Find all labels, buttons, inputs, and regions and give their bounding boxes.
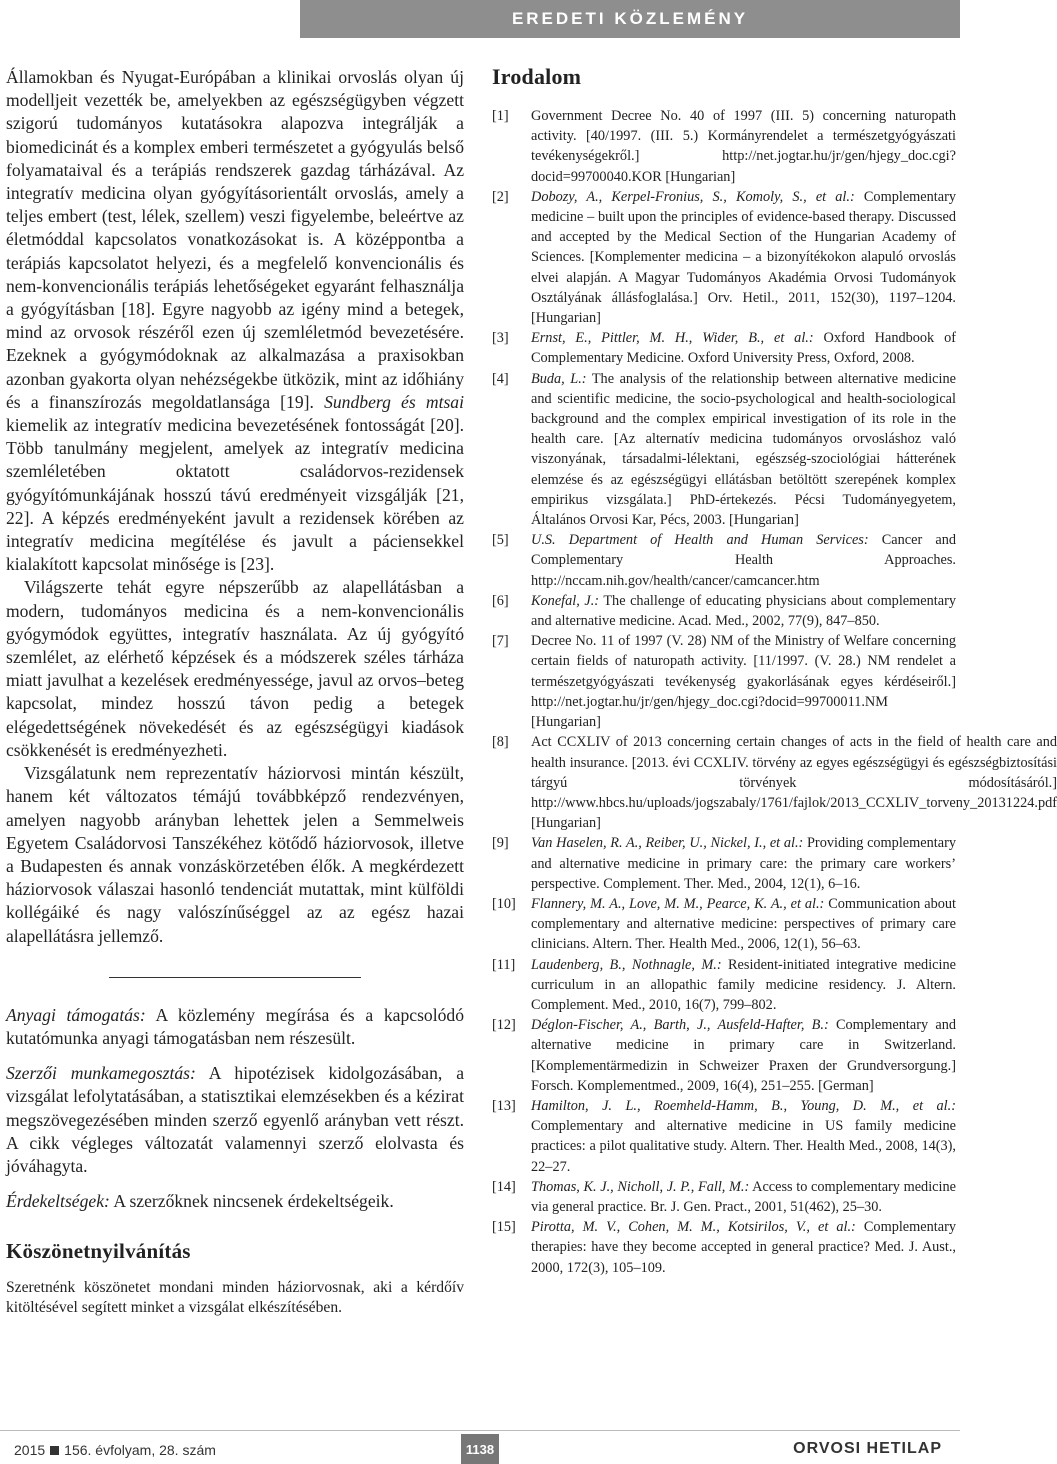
reference-item xyxy=(492,894,956,955)
reference-number: [7] xyxy=(492,633,509,650)
reference-authors: Buda, L.: xyxy=(531,370,587,387)
reference-text xyxy=(531,955,956,1016)
reference-number: [1] xyxy=(492,108,509,124)
reference-text xyxy=(531,894,956,955)
interest-note: Érdekeltségek: A szerzőknek nincsenek érdekeltségeik. xyxy=(6,1191,394,1212)
acknowledgement-title: Köszönetnyilvánítás xyxy=(6,1239,191,1264)
left-column xyxy=(6,66,464,1319)
reference-text xyxy=(531,1177,956,1217)
reference-details: Government Decree No. 40 of 1997 (III. 5) concerning naturopath activity. [40/1997. (III. 5.) Kormányrendelet a természetgyógyászati tevékenységekről.] http://net.jogtar.hu/jr/gen/hjegy_doc.cgi?docid=99700040.KOR [Hungarian] xyxy=(531,108,956,185)
reference-details: Communication about complementary and alternative medicine: perspectives of primary care clinicians. Altern. Ther. Health Med., 2006, 12(1), 56–63. xyxy=(531,895,956,953)
reference-item xyxy=(492,955,956,1016)
reference-authors: U.S. Department of Health and Human Services: xyxy=(531,532,869,549)
reference-text xyxy=(531,187,956,328)
reference-details: Decree No. 11 of 1997 (V. 28) NM of the Ministry of Welfare concerning certain fields of naturopath activity. [11/1997. (V. 28.) NM rendelet a természetgyógyászati tevékenység gyakorlásának egyes kérdéseiről.] http://net.jogtar.hu/jr/gen/hjegy_doc.cgi?docid=99700011.NM [Hungarian] xyxy=(531,633,956,731)
reference-item xyxy=(492,631,956,732)
reference-authors: Thomas, K. J., Nicholl, J. P., Fall, M.: xyxy=(531,1178,750,1195)
reference-number: [8] xyxy=(492,734,509,751)
reference-details: Providing complementary and alternative medicine in primary care: the primary care workers’ perspective. Complement. Ther. Med., 2004, 12(1), 6–16. xyxy=(531,835,956,892)
reference-details: Resident-initiated integrative medicine curriculum in an allopathic family medicine residency. J. Altern. Complement. Med., 2010, 16(7), 799–802. xyxy=(531,956,956,1013)
reference-number: [6] xyxy=(492,592,509,609)
reference-item xyxy=(492,106,956,187)
reference-authors: Laudenberg, B., Nothnagle, M.: xyxy=(531,956,722,973)
reference-number: [5] xyxy=(492,532,509,549)
reference-authors: Ernst, E., Pittler, M. H., Wider, B., et al.: xyxy=(531,330,814,347)
reference-text xyxy=(531,1217,956,1278)
references-column xyxy=(492,64,1057,1278)
square-bullet-icon xyxy=(50,1446,59,1455)
reference-item xyxy=(492,328,956,368)
reference-item xyxy=(492,1217,956,1278)
reference-item xyxy=(492,187,956,328)
reference-details: Access to complementary medicine via general practice. Br. J. Gen. Pract., 2001, 51(462), 25–30. xyxy=(531,1178,956,1215)
reference-number: [11] xyxy=(492,956,516,973)
section-header-band xyxy=(300,0,960,38)
reference-details: Complementary and alternative medicine in primary care in Switzerland. [Komplementärmedizin in Schweizer Praxen der Grundversorgung.] Forsch. Komplementmed., 2009, 16(4), 251–255. [German] xyxy=(531,1017,956,1094)
reference-number: [4] xyxy=(492,370,509,387)
reference-authors: Dobozy, A., Kerpel-Fronius, S., Komoly, S., et al.: xyxy=(531,188,855,205)
reference-details: Act CCXLIV of 2013 concerning certain changes of acts in the field of health care and health insurance. [2013. évi CCXLIV. törvény az egyes egészségügyi és egészségbiztosítási tárgyú törvények módosításáról.] http://www.hbcs.hu/uploads/jogszabaly/1761/fajlok/2013_CCXLIV_torveny_20131224.pdf [Hungarian] xyxy=(531,734,1057,832)
reference-text xyxy=(531,732,1057,833)
reference-details: Complementary therapies: have they become accepted in general practice? Med. J. Aust., 2000, 172(3), 105–109. xyxy=(531,1219,956,1276)
reference-authors: Hamilton, J. L., Roemheld-Hamm, B., Young, D. M., et al.: xyxy=(531,1097,956,1114)
reference-text xyxy=(531,106,956,187)
reference-item xyxy=(492,833,956,894)
reference-item xyxy=(492,530,956,591)
page-footer xyxy=(0,1422,960,1464)
body-paragraph-2: Világszerte tehát egyre népszerűbb az alapellátásban a modern, tudományos medicina és a nem-konvencionális gyógymódok együttes, integratív használata. Az új gyógyító szemlélet, az elérhető képzések és a módszerek széles tárháza miatt javulhat a kezelések eredményessége, javul az orvos–beteg kapcsolat, mindez hosszú távon pedig a betegek elégedettségének növekedését és az egészségügyi kiadások csökkenését is eredményezheti. xyxy=(6,577,464,760)
funding-note: Anyagi támogatás: A közlemény megírása és a kapcsolódó kutatómunka anyagi támogatásban nem részesült. xyxy=(6,1004,464,1048)
journal-name: ORVOSI HETILAP xyxy=(793,1440,942,1457)
body-paragraph-3: Vizsgálatunk nem reprezentatív háziorvosi mintán készült, hanem két változatos témájú továbbképző rendezvényen, amelyen nagyobb arányban lehettek jelen a Semmelweis Egyetem Családorvosi Tanszékéhez kötődő háziorvosok, illetve a Budapesten és annak vonzáskörzetében élők. A megkérdezett háziorvosok válaszai hasonló tendenciát mutattak, mint külföldi kollégáiké és nagy valószínűséggel az az egész hazai alapellátásra jellemző. xyxy=(6,763,464,946)
reference-number: [12] xyxy=(492,1017,516,1034)
section-label: EREDETI KÖZLEMÉNY xyxy=(511,9,749,28)
reference-details: Complementary medicine – built upon the principles of evidence-based therapy. Discussed and accepted by the Medical Section of the Hungarian Academy of Sciences. [Komplementer medicina – a bizonyítékokon alapuló orvoslás elvei alapján. A Magyar Tudományos Akadémia Orvosi Tudományok Osztályának állásfoglalása.] Orv. Hetil., 2011, 152(30), 1197–1204. [Hungarian] xyxy=(531,188,957,327)
reference-number: [3] xyxy=(492,330,509,347)
reference-number: [14] xyxy=(492,1178,516,1195)
reference-text xyxy=(531,1096,956,1177)
references-title: Irodalom xyxy=(492,64,582,89)
reference-number: [2] xyxy=(492,188,509,205)
reference-item xyxy=(492,591,956,631)
reference-item xyxy=(492,369,956,531)
reference-authors: Flannery, M. A., Love, M. M., Pearce, K. A., et al.: xyxy=(531,895,825,912)
year: 2015 xyxy=(14,1442,46,1458)
reference-text xyxy=(531,631,956,732)
page-number: 1138 xyxy=(461,1434,499,1464)
reference-authors: Pirotta, M. V., Cohen, M. M., Kotsirilos, V., et al.: xyxy=(531,1219,856,1236)
reference-text xyxy=(531,530,956,591)
reference-text xyxy=(531,369,956,531)
reference-authors: Déglon-Fischer, A., Barth, J., Ausfeld-Hafter, B.: xyxy=(531,1017,829,1034)
reference-item xyxy=(492,732,1057,833)
cited-author: Sundberg és mtsai xyxy=(324,391,464,412)
authorship-note: Szerzői munkamegosztás: A hipotézisek kidolgozásában, a vizsgálat lefolytatásában, a statisztikai elemzésekben és a kézirat megszövegezésében minden szerző egyenlő arányban vett részt. A cikk végleges változatát valamennyi szerző elolvasta és jóváhagyta. xyxy=(6,1063,464,1176)
section-divider xyxy=(109,977,361,978)
footer-rule xyxy=(0,1430,960,1431)
body-paragraph-1: Államokban és Nyugat-Európában a klinikai orvoslás olyan új modelljeit vezették be, amelyekben az egészségügyben végzett szigorú tudományos kutatásokra alapozva integrálják a biomedicinát és a komplex emberi természetet a gyógyulás belső folyamataival és a terápiás rendszerek gazdag tárházával. Az integratív medicina olyan gyógyításorientált orvoslás, amely a teljes embert (test, lélek, szellem) veszi figyelembe, beleértve az életmóddal kapcsolatos vonatkozásokat is. A középpontba a terápiás kapcsolatot helyezi, és a megfelelő konvencionális és nem-konvencionális terápiás lehetőségeket egyaránt felhasználja a gyógyításban [18]. Egyre nagyobb az igény mind a betegek, mind az orvosok részéről ezen új szemléletmód bevezetésére. Ezeknek a gyógymódoknak az alkalmazása a praxisokban azonban gyakorta olyan nehézségekbe ütközik, mint az időhiány és a finanszírozás megoldatlansága [19]. Sundberg és mtsai kiemelik az integratív medicina bevezetésének fontosságát [20]. Több tanulmány megjelent, amelyek az integratív medicina szemléletében oktatott családorvos-rezidensek gyógyítómunkájának hosszú távú eredményeit vizsgálják [21, 22]. A képzés eredményeként javult a rezidensek körében az integratív medicina megítélése és javult a páciensekkel kialakított kapcsolat minősége is [23]. xyxy=(6,67,464,575)
reference-text xyxy=(531,328,956,368)
reference-number: [10] xyxy=(492,895,516,912)
reference-text xyxy=(531,591,956,631)
reference-details: The analysis of the relationship between alternative medicine and scientific medicine, the socio-psychological and health-sociological background and the complex empirical investigation of its role in the health care. [Az alternatív medicina tudományos orvosláshoz való viszonyának, társadalmi-lélektani, egészség-szociológiai hátterének elemzése és az egészségügyi ellátásban betöltött szerepének komplex empirikus vizsgálata.] PhD-értekezés. Pécsi Tudományegyetem, Általános Orvosi Kar, Pécs, 2003. [Hungarian] xyxy=(531,370,956,529)
reference-number: [9] xyxy=(492,835,509,852)
reference-details: Oxford Handbook of Complementary Medicine. Oxford University Press, Oxford, 2008. xyxy=(531,330,956,367)
issue-info xyxy=(14,1442,216,1458)
reference-item xyxy=(492,1177,956,1217)
reference-text xyxy=(531,833,956,894)
reference-authors: Van Haselen, R. A., Reiber, U., Nickel, I., et al.: xyxy=(531,835,804,852)
reference-details: Complementary and alternative medicine in US family medicine practices: a pilot qualitative study. Altern. Ther. Health Med., 2008, 14(3), 22–27. xyxy=(531,1118,956,1175)
reference-number: [13] xyxy=(492,1097,516,1114)
reference-list xyxy=(492,106,1057,1278)
reference-item xyxy=(492,1015,956,1096)
reference-details: Cancer and Complementary Health Approaches. http://nccam.nih.gov/health/cancer/camcancer.htm xyxy=(531,532,956,589)
volume-issue: 156. évfolyam, 28. szám xyxy=(64,1442,216,1458)
acknowledgement-text: Szeretnénk köszönetet mondani minden háziorvosnak, aki a kérdőív kitöltésével segített minket a vizsgálat elkészítésében. xyxy=(6,1278,464,1317)
reference-number: [15] xyxy=(492,1219,516,1236)
reference-details: The challenge of educating physicians about complementary and alternative medicine. Acad. Med., 2002, 77(9), 847–850. xyxy=(531,592,956,630)
reference-item xyxy=(492,1096,956,1177)
reference-text xyxy=(531,1015,956,1096)
reference-authors: Konefal, J.: xyxy=(531,592,600,609)
